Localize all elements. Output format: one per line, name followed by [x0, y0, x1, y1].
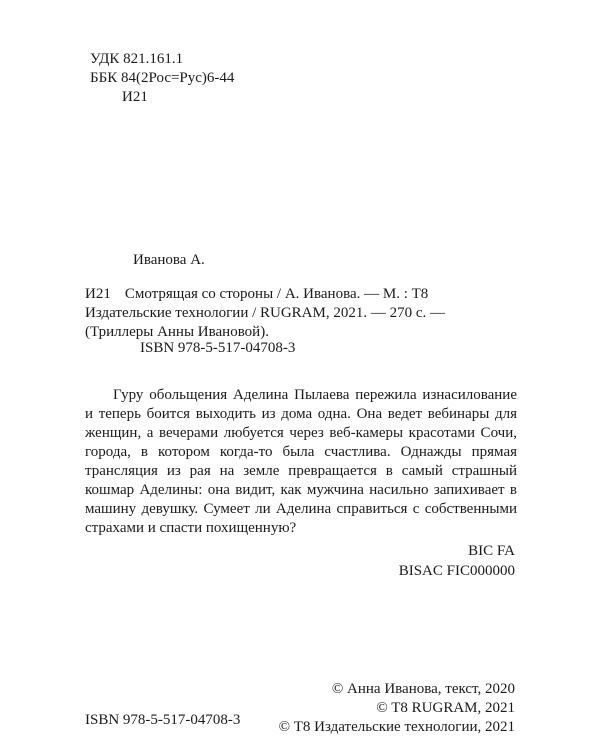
isbn-bottom: ISBN 978-5-517-04708-3	[85, 712, 241, 728]
bic-code: BIC FA	[468, 543, 515, 559]
bibliographic-record	[85, 285, 517, 342]
classification-block	[90, 50, 234, 107]
bib-entry-code: И21	[85, 286, 111, 302]
bib-record-text: Смотрящая со стороны / А. Иванова. — М. : Т8 Издательские технологии / RUGRAM, 2021. — 270 с. — (Триллеры Анны Ивановой).	[85, 286, 446, 340]
copyright-line-rugram: © T8 RUGRAM, 2021	[376, 700, 515, 716]
bbk-line: ББК 84(2Рос=Рус)6-44	[90, 70, 235, 86]
isbn-top: ISBN 978-5-517-04708-3	[140, 340, 296, 356]
copyright-line-publisher: © Т8 Издательские технологии, 2021	[278, 719, 515, 735]
classifier-code: И21	[122, 89, 148, 105]
annotation-text: Гуру обольщения Аделина Пылаева пережила изнасилование и теперь боится выходить из дома одна. Она ведет вебинары для женщин, а вечерами любуется через веб-камеры красотами Сочи, города, в котором когда-то была счастлива. Однажды прямая трансляция из рая на земле превращается в самый страшный кошмар Аделины: она видит, как мужчина насильно запихивает в машину девушку. Сумеет ли Аделина справиться с собственными страхами и спасти похищенную?	[85, 387, 517, 536]
subject-codes-block	[85, 541, 515, 581]
copyright-line-author: © Анна Иванова, текст, 2020	[331, 681, 515, 697]
bisac-code: BISAC FIC000000	[398, 563, 515, 579]
udk-line: УДК 821.161.1	[90, 51, 184, 67]
author-name: Иванова А.	[133, 252, 205, 268]
